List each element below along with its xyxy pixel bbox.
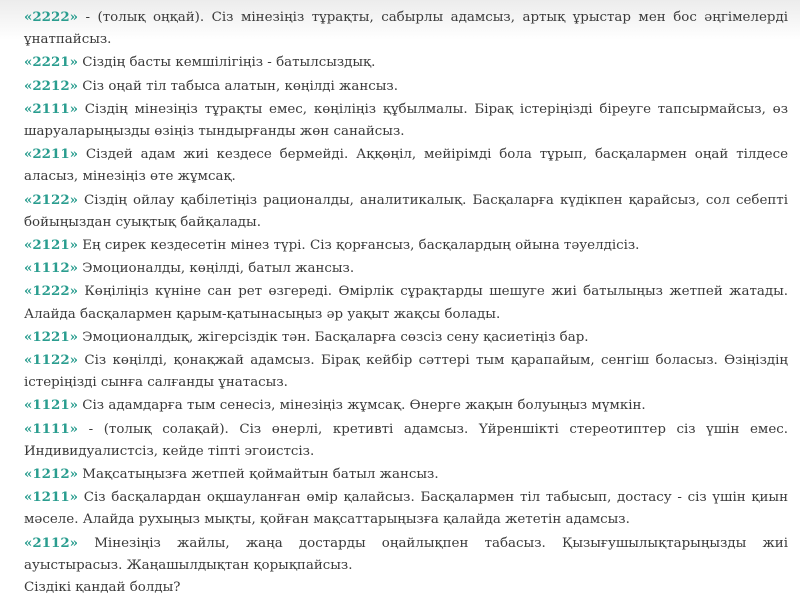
result-entry (24, 280, 788, 325)
entry-code: «2111» (24, 100, 79, 117)
entry-text: Мінезіңіз жайлы, жаңа достарды оңайлықпен табасыз. Қызығушылықтарыңызды жиі ауыстырасыз. Жаңашылдықтан қорықпайсыз. (24, 535, 788, 573)
entry-text: Эмоционалды, көңілді, батыл жансыз. (78, 261, 355, 277)
entry-text: - (толық оңқай). Сіз мінезіңіз тұрақты, сабырлы адамсыз, артық ұрыстар мен бос әңгімелерді ұнатпайсыз. (24, 10, 788, 48)
result-entry (24, 143, 788, 188)
result-entry (24, 418, 788, 463)
closing-question: Сіздікі қандай болды? (24, 580, 181, 596)
entry-text: - (толық солақай). Сіз өнерлі, кретивті адамсыз. Үйреншікті стереотиптер сіз үшін емес. Индивидуалистсіз, кейде тіпті эгоистсіз. (24, 421, 788, 459)
entry-text: Көңіліңіз күніне сан рет өзгереді. Өмірлік сұрақтарды шешуге жиі батылыңыз жетпей жатады. Алайда басқалармен қарым-қатынасыңыз әр уақыт жақсы болады. (24, 284, 788, 322)
result-entry (24, 98, 788, 143)
entry-text: Сіз көңілді, қонақжай адамсыз. Бірақ кейбір сәттері тым қарапайым, сенгіш боласыз. Өзіңіздің істеріңізді сынға салғанды ұнатасыз. (24, 353, 788, 391)
entry-code: «1212» (24, 466, 79, 483)
entry-text: Сіздей адам жиі кездесе бермейді. Аққөңіл, мейірімді бола тұрып, басқалармен оңай тілдесе аласыз, мінезіңіз өте жұмсақ. (24, 147, 788, 185)
result-entry (24, 532, 788, 577)
result-entry (24, 189, 788, 234)
entry-code: «2222» (24, 9, 79, 25)
entry-text: Сіздің басты кемшілігіңіз - батылсыздық. (78, 55, 376, 71)
entry-code: «1221» (24, 328, 79, 345)
entry-text: Ең сирек кездесетін мінез түрі. Сіз қорғансыз, басқалардың ойына тәуелдісіз. (78, 238, 640, 254)
entry-text: Сіздің мінезіңіз тұрақты емес, көңіліңіз құбылмалы. Бірақ істеріңізді біреуге тапсырмайсыз, өз шаруаларыңызды өзіңіз тындырғанды жөн санайсыз. (24, 101, 788, 140)
entry-code: «1122» (24, 352, 79, 369)
entry-text: Сіз басқалардан оқшауланған өмір қалайсыз. Басқалармен тіл табысып, достасу - сіз үшін қиын мәселе. Алайда рухыңыз мықты, қойған мақсаттарыңызға қалайда жететін адамсыз. (24, 490, 788, 528)
result-entry (24, 257, 788, 280)
result-entry (24, 394, 788, 417)
result-entry (24, 6, 788, 51)
entry-text: Сіз оңай тіл табыса алатын, көңілді жансыз. (78, 78, 398, 94)
entry-code: «1111» (24, 420, 79, 437)
entry-code: «2121» (24, 237, 79, 254)
document-body (24, 6, 788, 599)
entry-code: «1112» (24, 260, 79, 277)
entry-code: «2211» (24, 146, 79, 163)
result-entry (24, 349, 788, 394)
entry-code: «2112» (24, 534, 79, 551)
entry-code: «1222» (24, 283, 79, 300)
entry-text: Эмоционалдық, жігерсіздік тән. Басқаларға сөзсіз сену қасиетіңіз бар. (78, 329, 589, 345)
entry-code: «2212» (24, 77, 79, 94)
result-entry (24, 463, 788, 486)
entry-text: Сіз адамдарға тым сенесіз, мінезіңіз жұмсақ. Өнерге жақын болуыңыз мүмкін. (78, 398, 646, 414)
result-entry (24, 75, 788, 98)
entry-code: «2122» (24, 191, 79, 208)
entry-code: «1121» (24, 397, 79, 414)
entry-code: «2221» (24, 54, 79, 71)
result-entry (24, 234, 788, 257)
result-entry (24, 486, 788, 531)
entry-text: Мақсатыңызға жетпей қоймайтын батыл жансыз. (78, 467, 439, 483)
result-entry (24, 51, 788, 74)
entry-text: Сіздің ойлау қабілетіңіз рационалды, аналитикалық. Басқаларға күдікпен қарайсыз, сол себепті бойыңыздан суықтық байқалады. (24, 192, 788, 230)
result-entry (24, 326, 788, 349)
entry-code: «1211» (24, 489, 79, 506)
